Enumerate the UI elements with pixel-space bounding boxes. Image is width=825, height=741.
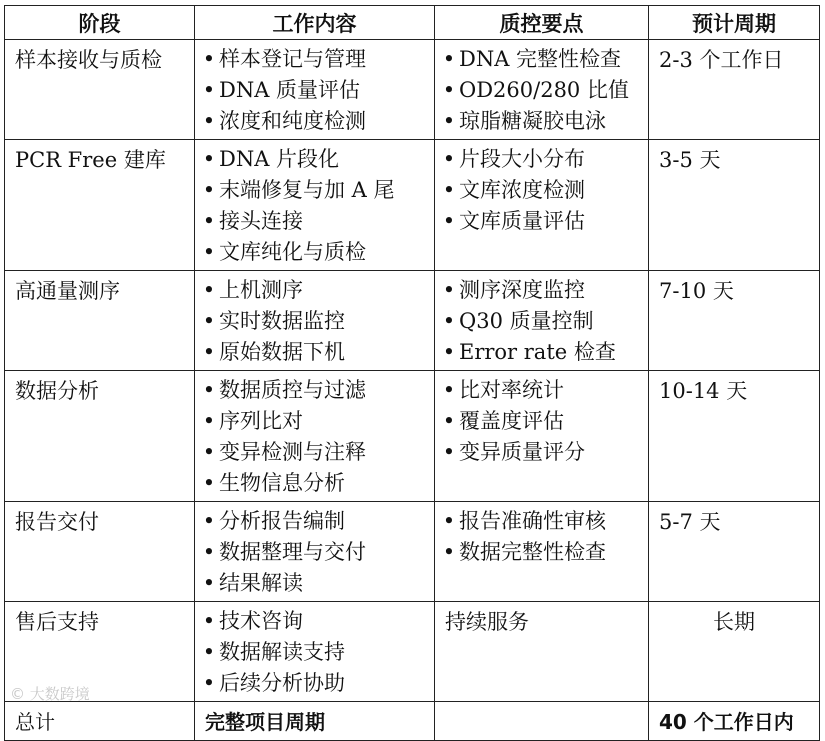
bullet-icon: •	[202, 409, 216, 433]
bullet-icon: •	[202, 509, 216, 533]
bullet-icon: •	[202, 240, 216, 264]
bullet-icon: •	[442, 509, 456, 533]
period-cell: 7-10 天	[649, 271, 820, 371]
work-item	[199, 637, 434, 668]
work-item	[199, 44, 434, 75]
work-item	[199, 237, 434, 268]
work-text: 上机测序	[219, 278, 303, 302]
work-item	[199, 537, 434, 568]
total-row	[5, 702, 820, 741]
stage-cell: PCR Free 建库	[5, 140, 195, 271]
stage-cell: 售后支持	[5, 602, 195, 702]
qc-list	[435, 271, 648, 370]
table-row	[5, 140, 820, 271]
work-text: 数据解读支持	[219, 640, 345, 664]
work-cell	[195, 271, 435, 371]
bullet-icon: •	[202, 571, 216, 595]
total-label: 总计	[5, 702, 195, 741]
period-cell: 5-7 天	[649, 502, 820, 602]
qc-text: Error rate 检查	[459, 340, 616, 364]
work-item	[199, 406, 434, 437]
work-text: 接头连接	[219, 209, 303, 233]
bullet-icon: •	[442, 278, 456, 302]
qc-list	[435, 371, 648, 470]
qc-text: 覆盖度评估	[459, 409, 564, 433]
work-item	[199, 337, 434, 368]
work-item	[199, 606, 434, 637]
bullet-icon: •	[202, 178, 216, 202]
work-list	[195, 602, 434, 701]
header-work: 工作内容	[195, 6, 435, 40]
qc-text: 变异质量评分	[459, 440, 585, 464]
qc-text: 测序深度监控	[459, 278, 585, 302]
qc-item	[439, 144, 648, 175]
qc-item	[439, 437, 648, 468]
total-period: 40 个工作日内	[649, 702, 820, 741]
bullet-icon: •	[442, 309, 456, 333]
bullet-icon: •	[202, 47, 216, 71]
qc-text: Q30 质量控制	[459, 309, 594, 333]
qc-item	[439, 275, 648, 306]
bullet-icon: •	[202, 540, 216, 564]
work-text: 分析报告编制	[219, 509, 345, 533]
bullet-icon: •	[442, 209, 456, 233]
work-text: 生物信息分析	[219, 471, 345, 495]
work-text: DNA 片段化	[219, 147, 340, 171]
bullet-icon: •	[442, 47, 456, 71]
table-row	[5, 371, 820, 502]
qc-list	[435, 40, 648, 139]
work-text: 数据整理与交付	[219, 540, 366, 564]
work-text: DNA 质量评估	[219, 78, 361, 102]
work-item	[199, 175, 434, 206]
header-row	[5, 6, 820, 40]
work-item	[199, 375, 434, 406]
work-text: 实时数据监控	[219, 309, 345, 333]
header-stage: 阶段	[5, 6, 195, 40]
work-cell	[195, 371, 435, 502]
qc-item	[439, 375, 648, 406]
work-item	[199, 275, 434, 306]
qc-item	[439, 106, 648, 137]
bullet-icon: •	[202, 278, 216, 302]
bullet-icon: •	[442, 147, 456, 171]
work-text: 原始数据下机	[219, 340, 345, 364]
table-row	[5, 271, 820, 371]
work-item	[199, 75, 434, 106]
qc-item	[439, 337, 648, 368]
qc-text: 比对率统计	[459, 378, 564, 402]
header-qc: 质控要点	[435, 6, 649, 40]
work-text: 结果解读	[219, 571, 303, 595]
project-plan-table	[4, 5, 820, 741]
period-cell: 2-3 个工作日	[649, 40, 820, 140]
qc-item	[439, 506, 648, 537]
bullet-icon: •	[442, 540, 456, 564]
qc-cell: 持续服务	[435, 602, 649, 702]
qc-list	[435, 140, 648, 239]
work-list	[195, 40, 434, 139]
bullet-icon: •	[202, 147, 216, 171]
work-text: 序列比对	[219, 409, 303, 433]
qc-text: 片段大小分布	[459, 147, 585, 171]
bullet-icon: •	[442, 440, 456, 464]
period-cell: 10-14 天	[649, 371, 820, 502]
qc-text: 数据完整性检查	[459, 540, 606, 564]
bullet-icon: •	[202, 609, 216, 633]
work-cell	[195, 602, 435, 702]
qc-text: 报告准确性审核	[459, 509, 606, 533]
stage-cell: 报告交付	[5, 502, 195, 602]
qc-cell	[435, 502, 649, 602]
bullet-icon: •	[442, 378, 456, 402]
bullet-icon: •	[442, 78, 456, 102]
work-item	[199, 106, 434, 137]
qc-item	[439, 406, 648, 437]
qc-cell	[435, 40, 649, 140]
table-row	[5, 502, 820, 602]
bullet-icon: •	[442, 109, 456, 133]
work-item	[199, 568, 434, 599]
bullet-icon: •	[442, 340, 456, 364]
qc-item	[439, 75, 648, 106]
bullet-icon: •	[202, 471, 216, 495]
work-text: 末端修复与加 A 尾	[219, 178, 395, 202]
work-text: 变异检测与注释	[219, 440, 366, 464]
qc-text: OD260/280 比值	[459, 78, 629, 102]
bullet-icon: •	[202, 640, 216, 664]
work-text: 技术咨询	[219, 609, 303, 633]
table-row	[5, 40, 820, 140]
bullet-icon: •	[202, 109, 216, 133]
work-list	[195, 271, 434, 370]
work-cell	[195, 40, 435, 140]
qc-text: 文库质量评估	[459, 209, 585, 233]
work-text: 数据质控与过滤	[219, 378, 366, 402]
bullet-icon: •	[202, 309, 216, 333]
work-text: 样本登记与管理	[219, 47, 366, 71]
work-list	[195, 140, 434, 270]
work-cell	[195, 140, 435, 271]
period-cell: 3-5 天	[649, 140, 820, 271]
qc-text: 琼脂糖凝胶电泳	[459, 109, 606, 133]
total-work: 完整项目周期	[195, 702, 435, 741]
work-item	[199, 206, 434, 237]
total-qc	[435, 702, 649, 741]
qc-item	[439, 206, 648, 237]
table-row	[5, 602, 820, 702]
work-list	[195, 371, 434, 501]
work-item	[199, 468, 434, 499]
work-item	[199, 437, 434, 468]
qc-list	[435, 502, 648, 570]
work-text: 后续分析协助	[219, 671, 345, 695]
bullet-icon: •	[202, 209, 216, 233]
bullet-icon: •	[202, 440, 216, 464]
work-item	[199, 668, 434, 699]
header-period: 预计周期	[649, 6, 820, 40]
bullet-icon: •	[442, 409, 456, 433]
stage-cell: 数据分析	[5, 371, 195, 502]
qc-item	[439, 175, 648, 206]
period-cell: 长期	[649, 602, 820, 702]
work-text: 浓度和纯度检测	[219, 109, 366, 133]
qc-item	[439, 537, 648, 568]
qc-cell	[435, 371, 649, 502]
qc-item	[439, 306, 648, 337]
stage-cell: 高通量测序	[5, 271, 195, 371]
bullet-icon: •	[202, 671, 216, 695]
stage-cell: 样本接收与质检	[5, 40, 195, 140]
watermark: © 大数跨境	[10, 685, 90, 703]
work-item	[199, 306, 434, 337]
bullet-icon: •	[202, 340, 216, 364]
qc-item	[439, 44, 648, 75]
bullet-icon: •	[202, 378, 216, 402]
qc-text: 文库浓度检测	[459, 178, 585, 202]
bullet-icon: •	[442, 178, 456, 202]
bullet-icon: •	[202, 78, 216, 102]
qc-cell	[435, 140, 649, 271]
work-text: 文库纯化与质检	[219, 240, 366, 264]
work-item	[199, 144, 434, 175]
work-item	[199, 506, 434, 537]
work-list	[195, 502, 434, 601]
qc-text: DNA 完整性检查	[459, 47, 622, 71]
qc-cell	[435, 271, 649, 371]
work-cell	[195, 502, 435, 602]
